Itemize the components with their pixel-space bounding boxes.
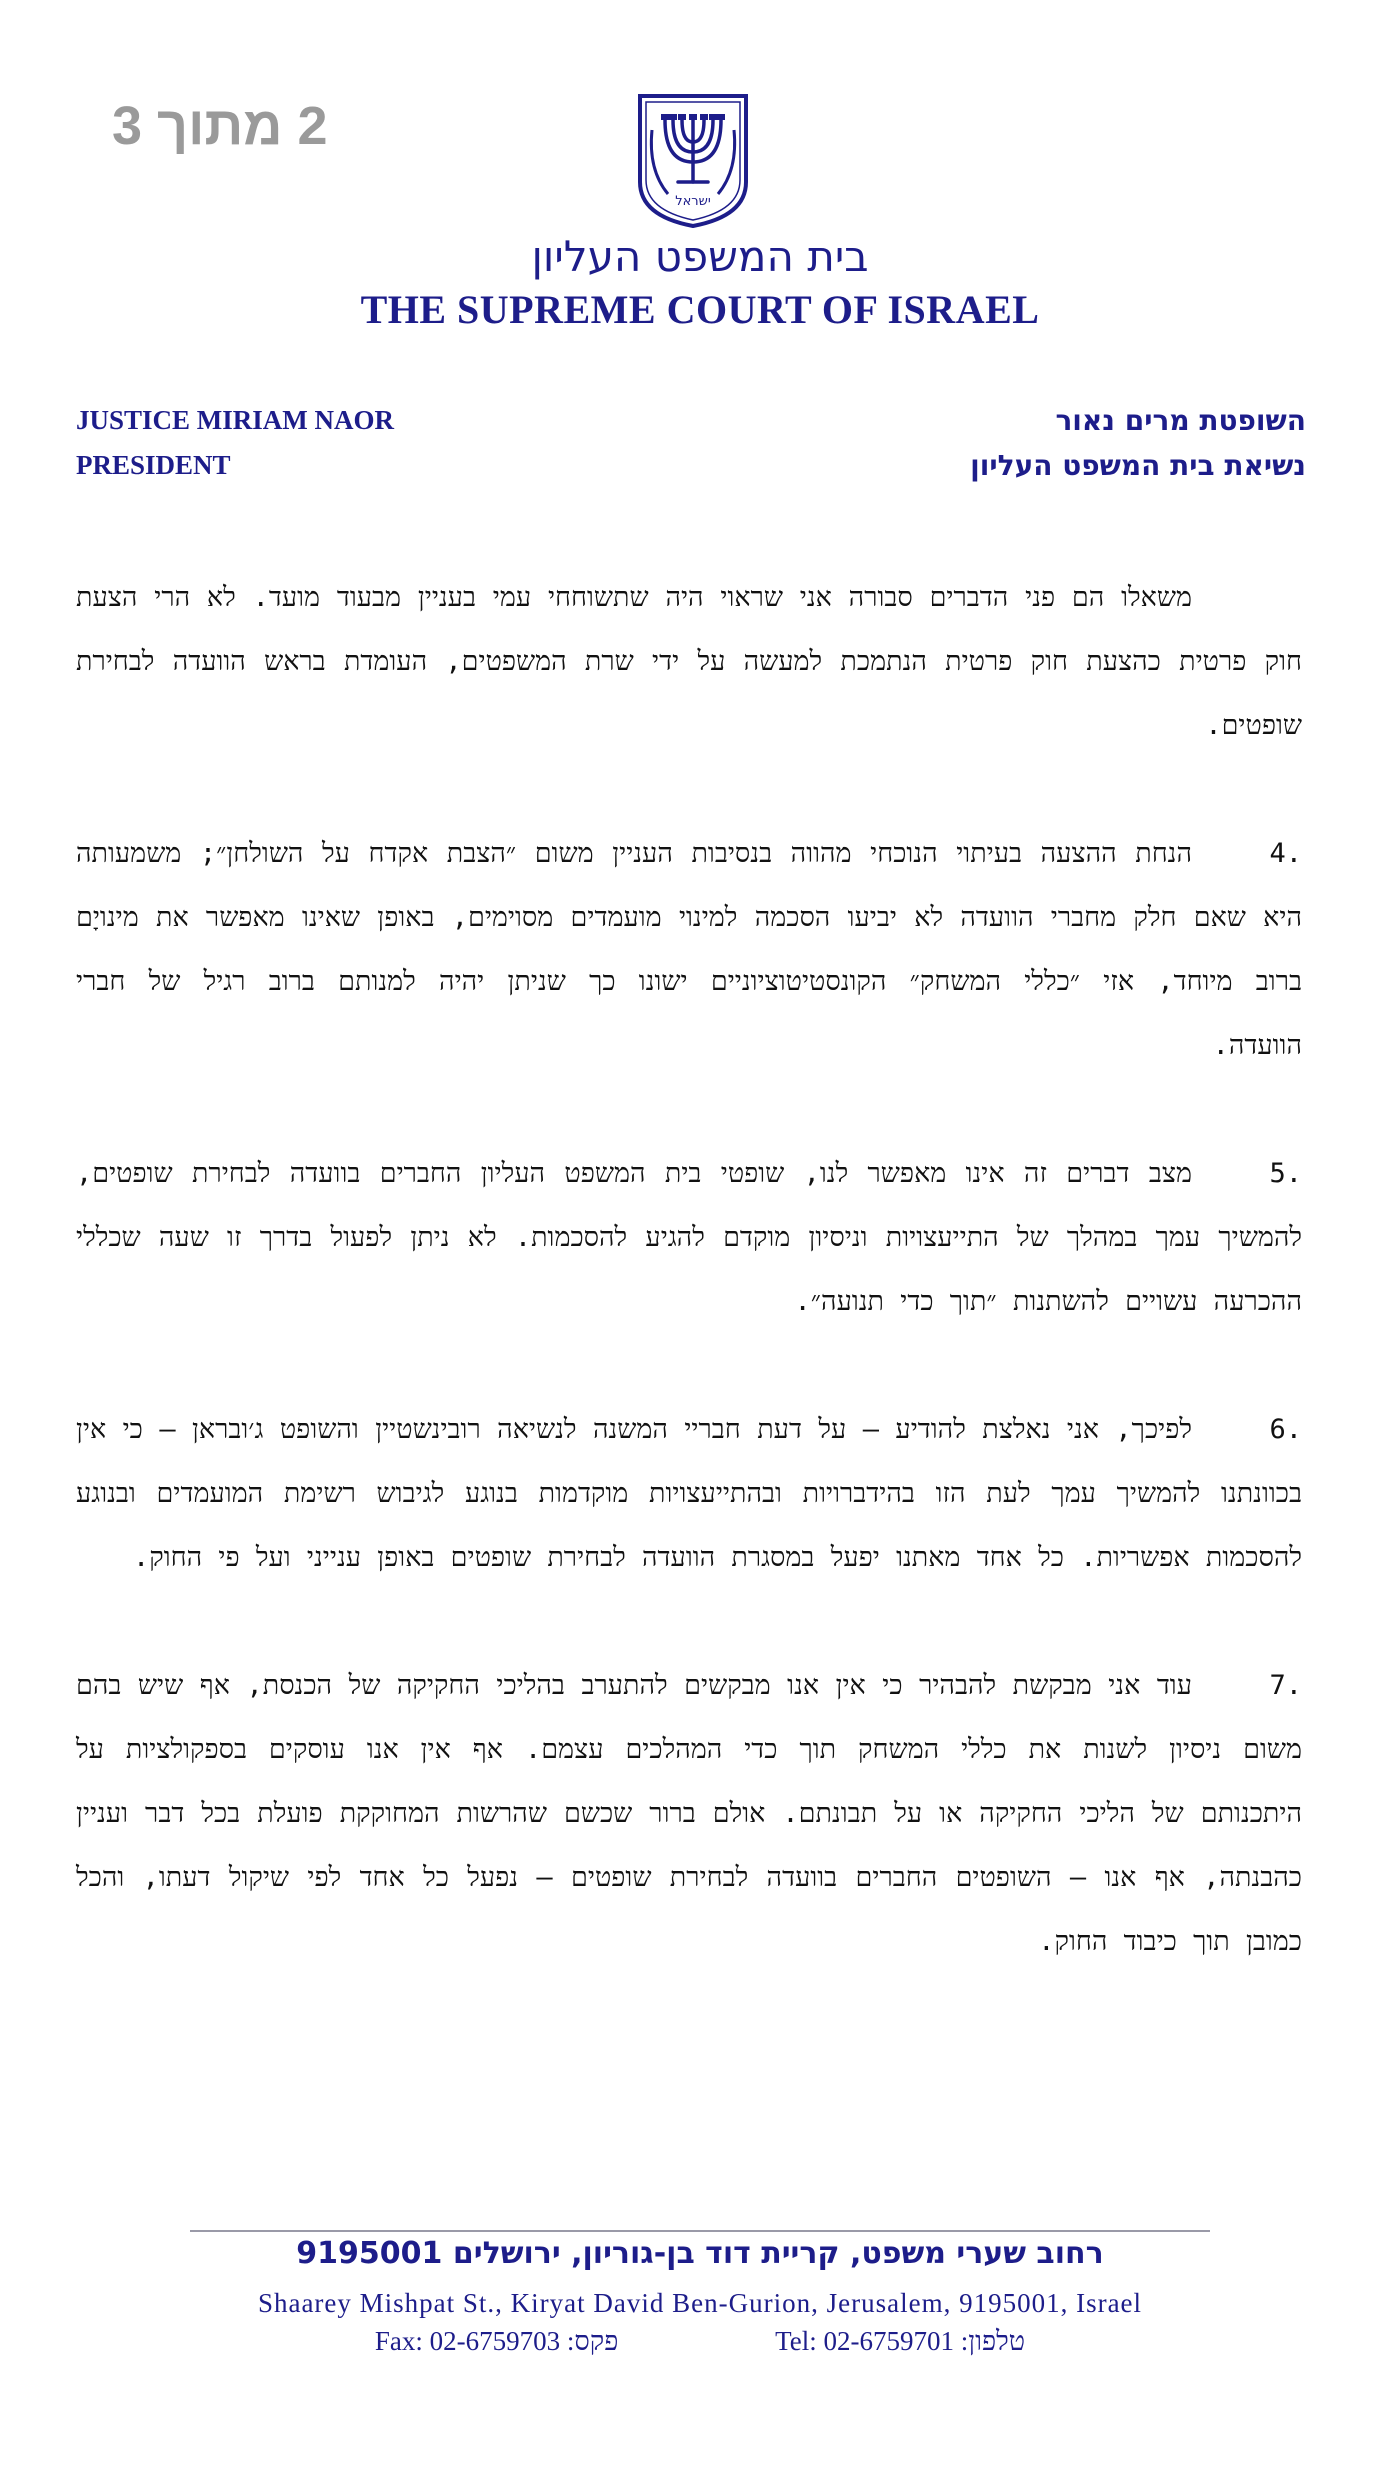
signatory-title-he: נשיאת בית המשפט העליון — [970, 449, 1306, 482]
signatory-name-he: השופטת מרים נאור — [1055, 404, 1306, 437]
page-counter: 2 מתוך 3 — [112, 96, 328, 156]
court-name-english: THE SUPREME COURT OF ISRAEL — [360, 287, 1040, 332]
paragraph-5 — [76, 1142, 1302, 1334]
paragraph-text: הנחת ההצעה בעיתוי הנוכחי מהווה בנסיבות העניין משום ״הצבת אקדח על השולחן״; משמעותה היא שאם חלק מחברי הוועדה לא יביעו הסכמה למינוי מועמדים מסוימים, באופן שאינו מאפשר את מינויָם ברוב מיוחד, אזי ״כללי המשחק״ הקונסטיטוציוניים ישונו כך שניתן יהיה למנותם ברוב רגיל של חברי הוועדה. — [76, 838, 1302, 1061]
signatory-name-en: JUSTICE MIRIAM NAOR — [76, 405, 395, 435]
paragraph-text: עוד אני מבקשת להבהיר כי אין אנו מבקשים להתערב בהליכי החקיקה של הכנסת, אף שיש בהם משום ניסיון לשנות את כללי המשחק תוך כדי המהלכים עצמם. אף אין אנו עוסקים בספקולציות על היתכנותם של הליכי החקיקה או על תבונתם. אולם ברור שכשם שהרשות המחוקקת פועלת בכל דבר ועניין כהבנתה, אף אנו – השופטים החברים בוועדה לבחירת שופטים – נפעל כל אחד לפי שיקול דעתו, והכל כמובן תוך כיבוד החוק. — [76, 1670, 1302, 1957]
footer-contact — [0, 2326, 1400, 2357]
letter-body — [76, 566, 1302, 2038]
court-name-hebrew: בית המשפט העליון — [531, 232, 869, 281]
footer-fax: Fax: 02-6759703 :פקס — [374, 2326, 619, 2356]
signatory-hebrew — [970, 398, 1306, 488]
paragraph-number: .6 — [1269, 1414, 1302, 1445]
paragraph — [76, 566, 1302, 758]
signatory-title-en: PRESIDENT — [76, 450, 231, 480]
paragraph-7 — [76, 1654, 1302, 1974]
footer-phone: Tel: 02-6759701 :טלפון — [775, 2326, 1026, 2356]
signatory-english — [76, 398, 394, 488]
paragraph-text: לפיכך, אני נאלצת להודיע – על דעת חבריי המשנה לנשיאה רובינשטיין והשופט ג׳ובראן – כי אין בכוונתנו להמשיך עמך לעת הזו בהידברויות ובהתייעצויות מוקדמות בנוגע לגיבוש רשימת המועמדים ובנוגע להסכמות אפשריות. כל אחד מאתנו יפעל במסגרת הוועדה לבחירת שופטים באופן ענייני ועל פי החוק. — [76, 1414, 1302, 1573]
footer-address-english: Shaarey Mishpat St., Kiryat David Ben-Gurion, Jerusalem, 9195001, Israel — [257, 2288, 1143, 2318]
paragraph-number: .5 — [1269, 1158, 1302, 1189]
emblem-text: ישראל — [675, 194, 711, 209]
footer-divider — [190, 2230, 1210, 2232]
paragraph-number: .7 — [1269, 1670, 1302, 1701]
paragraph-number: .4 — [1269, 838, 1302, 869]
paragraph-6 — [76, 1398, 1302, 1590]
emblem-of-israel-icon — [632, 90, 754, 230]
paragraph-4 — [76, 822, 1302, 1078]
paragraph-text: מצב דברים זה אינו מאפשר לנו, שופטי בית המשפט העליון החברים בוועדה לבחירת שופטים, להמשיך עמך במהלך של התייעצויות וניסיון מוקדם להגיע להסכמות. לא ניתן לפעול בדרך זו שעה שכללי ההכרעה עשויים להשתנות ״תוך כדי תנועה״. — [76, 1158, 1302, 1317]
paragraph-text: משאלו הם פני הדברים סבורה אני שראוי היה שתשוחחי עמי בעניין מבעוד מועד. לא הרי הצעת חוק פרטית כהצעת חוק פרטית הנתמכת למעשה על ידי שרת המשפטים, העומדת בראש הוועדה לבחירת שופטים. — [76, 582, 1302, 741]
footer-address-hebrew: רחוב שערי משפט, קריית דוד בן-גוריון, ירושלים 9195001 — [296, 2236, 1104, 2271]
